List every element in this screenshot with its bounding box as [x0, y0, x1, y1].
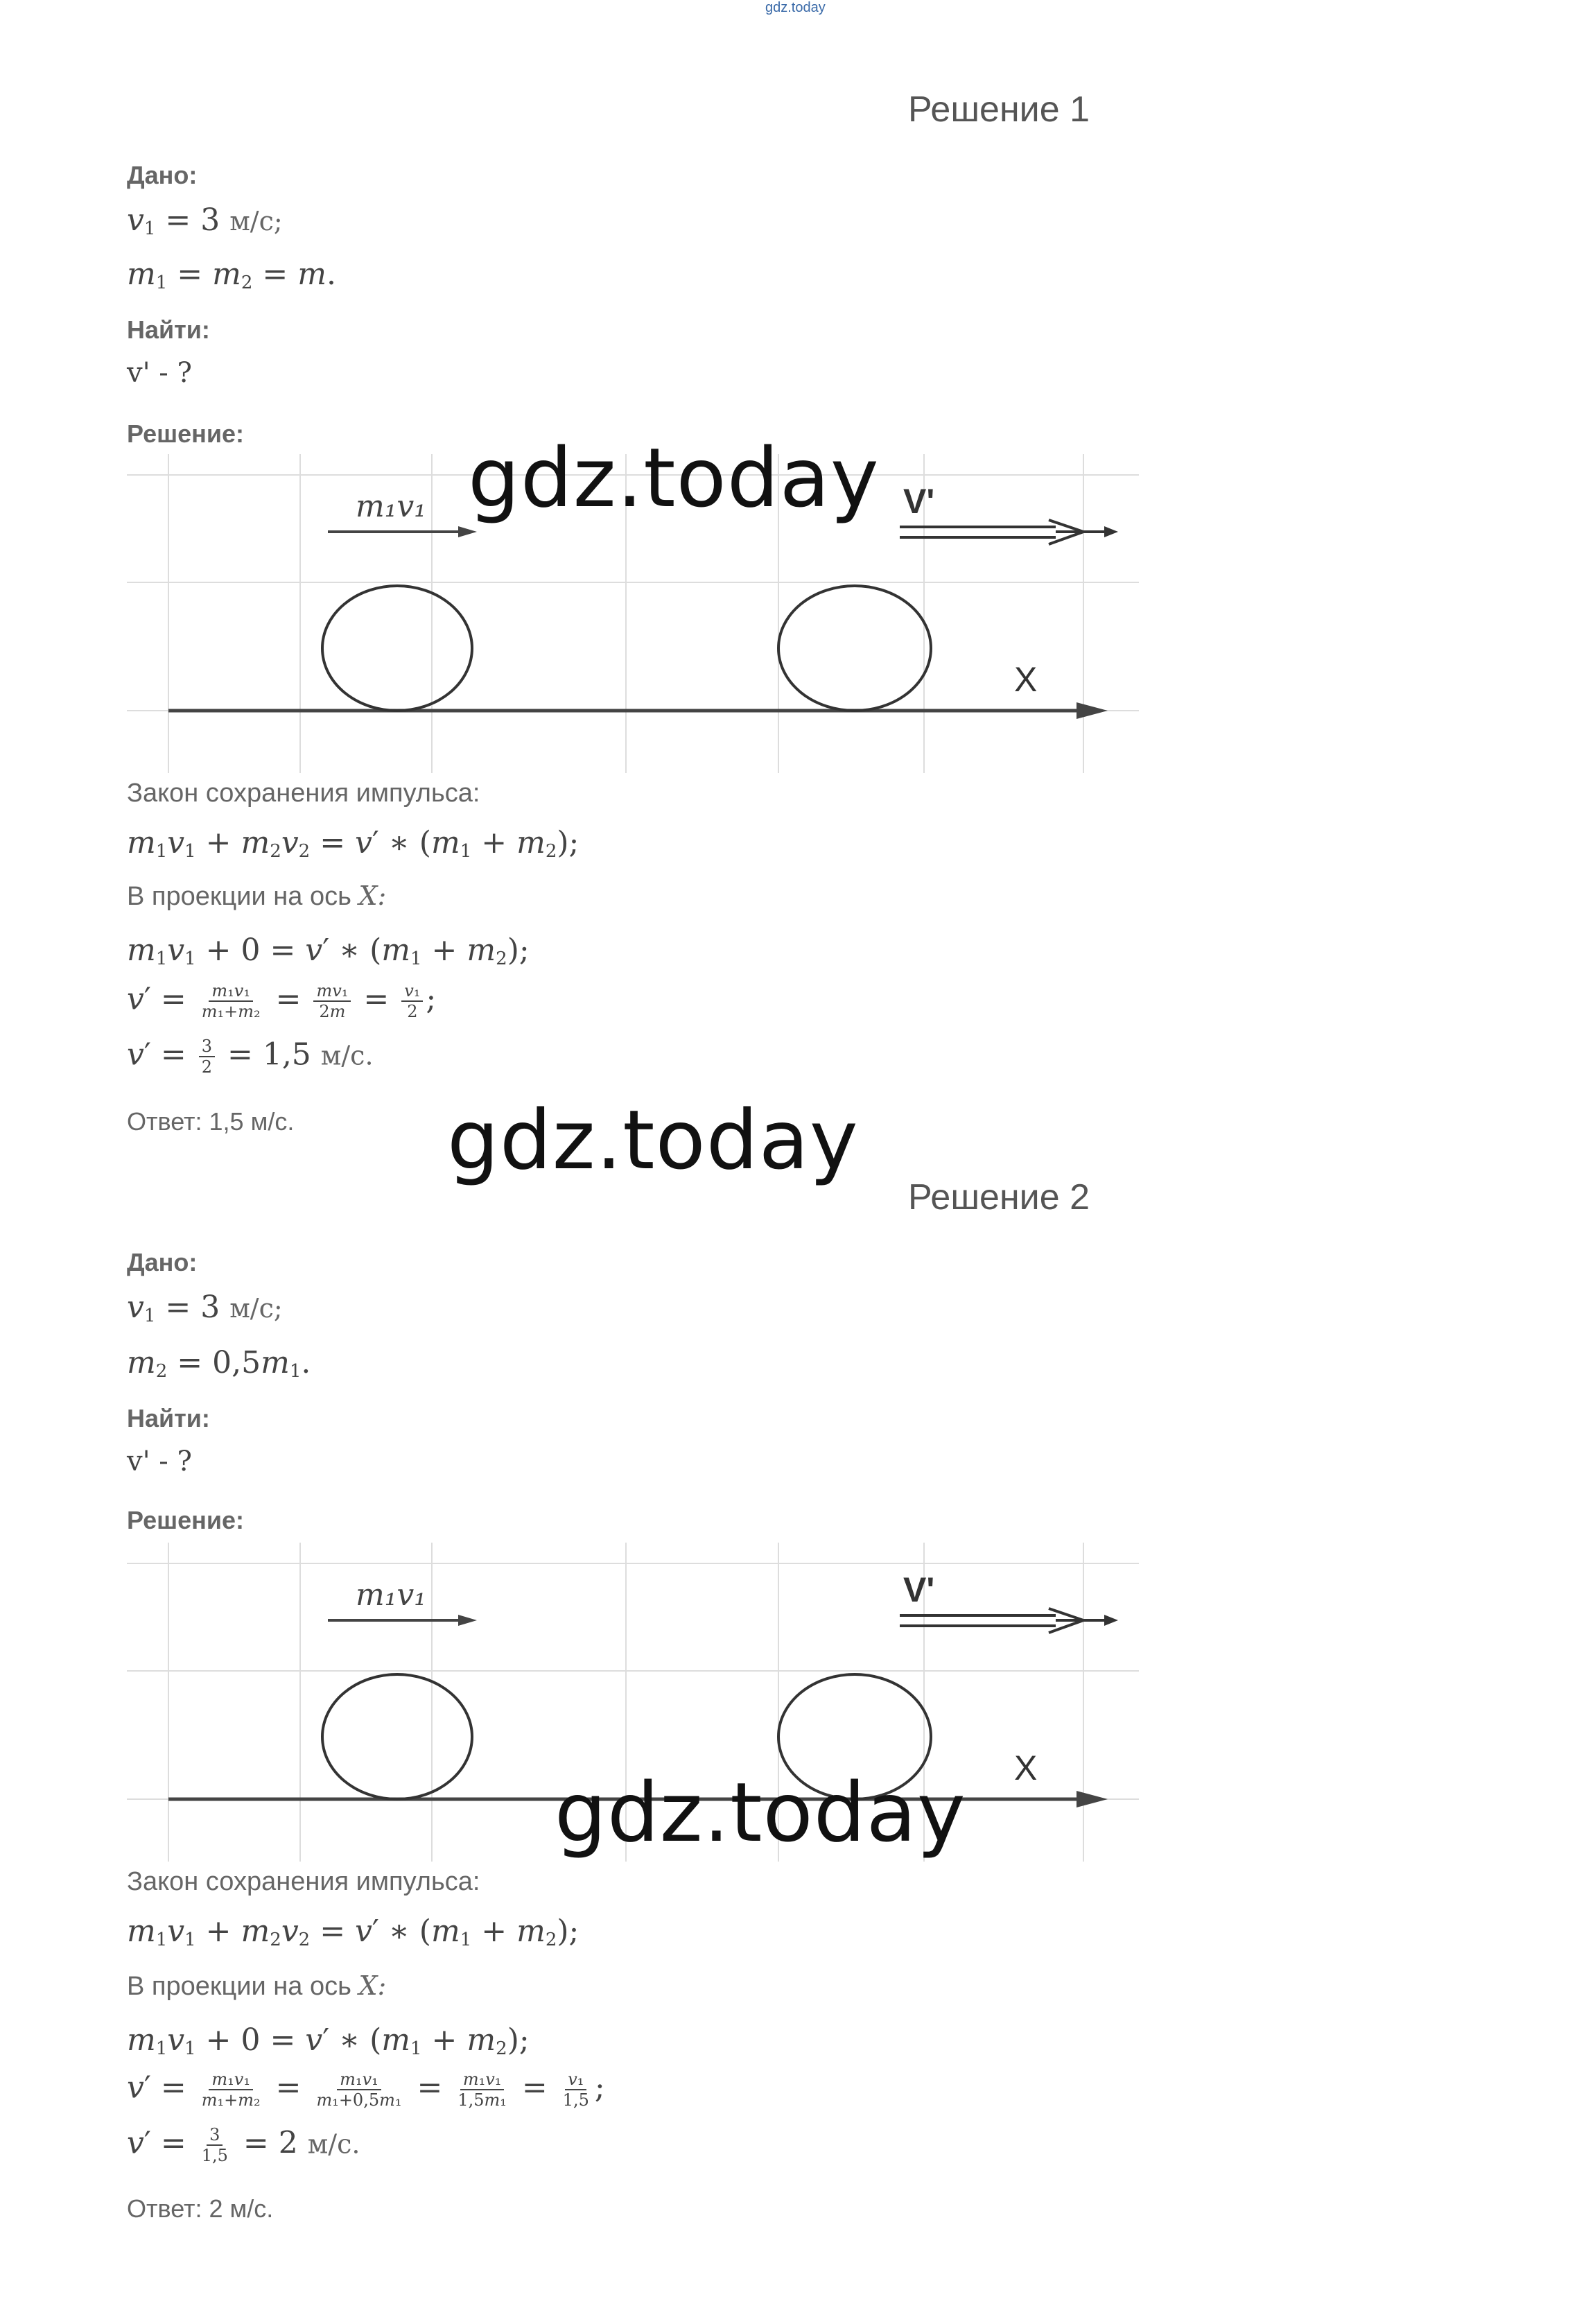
- given-masses: $m_1 = m_2 = m$.: [127, 257, 336, 293]
- find-label: Найти:: [127, 315, 210, 344]
- solution-label: Решение:: [127, 1506, 245, 1534]
- answer: Ответ: 1,5 м/с.: [127, 1107, 295, 1136]
- solution-2-title: Решение 2: [908, 1177, 1090, 1217]
- given-label: Дано:: [127, 161, 198, 189]
- velocity-result: v′ = $\frac{3}{1,5}$ = 2 м/с.: [127, 2125, 360, 2165]
- given-label: Дано:: [127, 1248, 198, 1276]
- axis-label: X: [1014, 660, 1038, 699]
- projection-text: В проекции на ось X:: [127, 1970, 387, 2001]
- solution-label: Решение:: [127, 419, 245, 448]
- solution-1-title: Решение 1: [908, 89, 1090, 130]
- watermark: gdz.today: [447, 1092, 859, 1188]
- projection-equation: $m_1v_1 + 0 = v'$ ∗ $(m_1 + m_2)$;: [127, 933, 530, 969]
- find-value: v' - ?: [127, 1446, 192, 1477]
- watermark: gdz.today: [468, 430, 880, 526]
- find-label: Найти:: [127, 1404, 210, 1432]
- momentum-equation: $m_1v_1 + m_2v_2 = v'$ ∗ $(m_1 + m_2)$;: [127, 825, 579, 862]
- velocity-result: v′ = $\frac{3}{2}$ = 1,5 м/с.: [127, 1037, 374, 1077]
- find-value: v' - ?: [127, 357, 192, 389]
- watermark: gdz.today: [555, 1764, 966, 1860]
- velocity-label: V': [903, 1570, 935, 1609]
- projection-text: В проекции на ось X:: [127, 881, 387, 911]
- projection-equation: $m_1v_1 + 0 = v'$ ∗ $(m_1 + m_2)$;: [127, 2022, 530, 2059]
- law-text: Закон сохранения импульса:: [127, 779, 480, 808]
- given-masses: $m_2 = 0,5m_1$.: [127, 1345, 311, 1382]
- given-v1: $v_1 = 3$ м/с;: [127, 1290, 283, 1326]
- momentum-label: m₁v₁: [356, 1577, 426, 1613]
- velocity-label: V': [903, 482, 935, 521]
- axis-label: X: [1014, 1749, 1038, 1787]
- top-watermark: gdz.today: [765, 0, 826, 15]
- momentum-label: m₁v₁: [356, 489, 426, 524]
- answer: Ответ: 2 м/с.: [127, 2194, 274, 2223]
- given-v1: $v_1 = 3$ м/с;: [127, 202, 283, 239]
- velocity-formula: v′ = $\frac{\text{m₁v₁}}{\text{m₁+m₂}}$ = $\frac{\text{mv₁}}{2m}$ = $\frac{\text{v₁}}{2}$ ;: [127, 981, 437, 1021]
- momentum-equation: $m_1v_1 + m_2v_2 = v'$ ∗ $(m_1 + m_2)$;: [127, 1914, 579, 1950]
- law-text: Закон сохранения импульса:: [127, 1867, 480, 1896]
- velocity-formula: v′ = $\frac{\text{m₁v₁}}{\text{m₁+m₂}}$ = $\frac{\text{m₁v₁}}{\text{m₁+0,5m₁}}$ = $\frac{\text{m₁v₁}}{\text{1,5m₁}}$ = $\frac{\text{v₁}}{1,5}$ ;: [127, 2070, 605, 2110]
